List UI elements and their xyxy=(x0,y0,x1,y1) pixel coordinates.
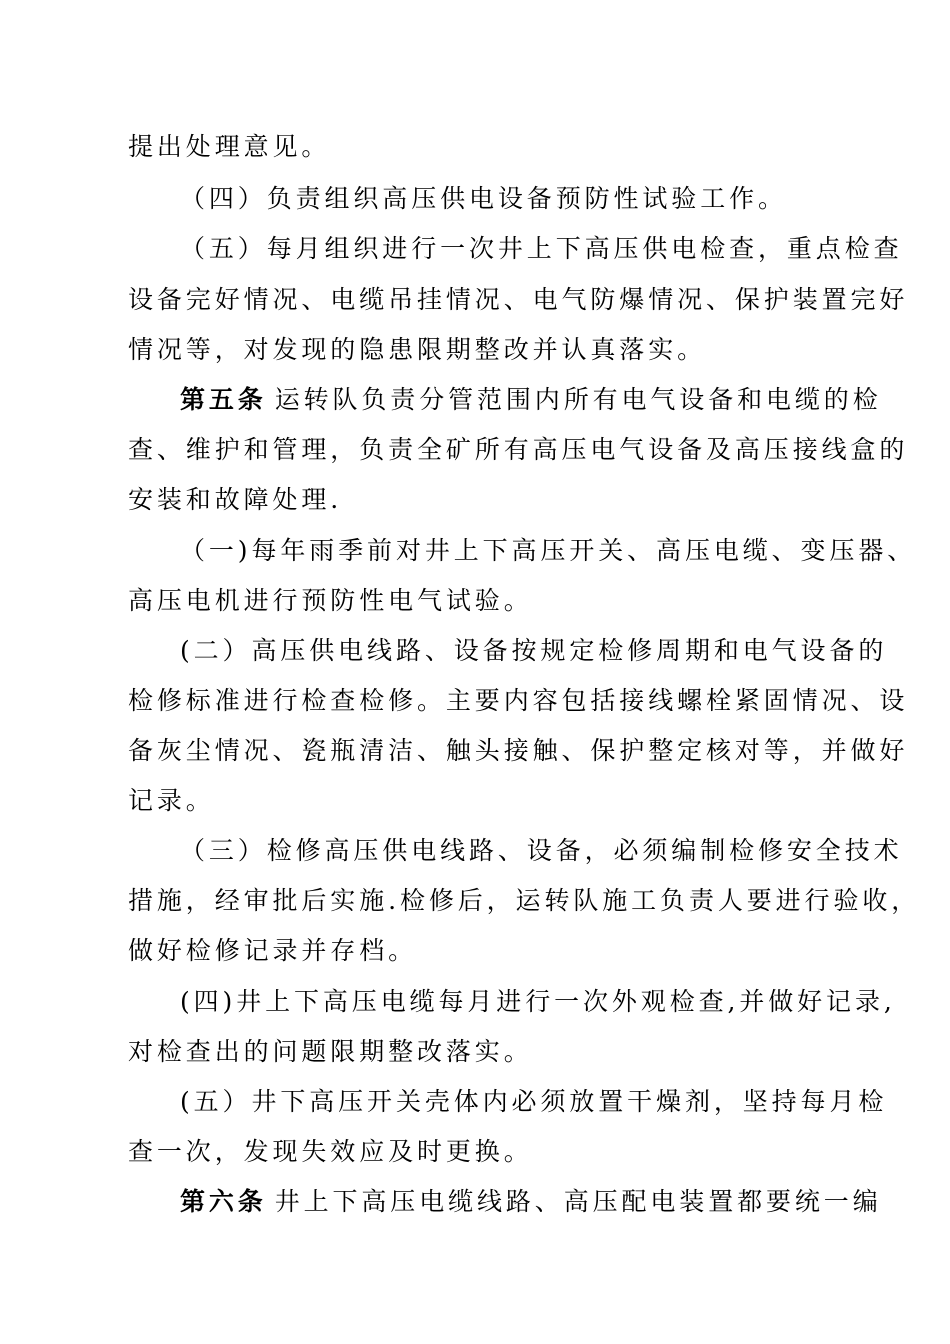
text-line-10: 高压电机进行预防性电气试验。 xyxy=(128,586,533,615)
text-line-3: （五）每月组织进行一次井上下高压供电检查，重点检查 xyxy=(180,234,903,263)
text-line-13: 备灰尘情况、瓷瓶清洁、触头接触、保护整定核对等，并做好 xyxy=(128,736,909,765)
text-line-7: 查、维护和管理，负责全矿所有高压电气设备及高压接线盒的 xyxy=(128,435,909,464)
article-text: 井上下高压电缆线路、高压配电装置都要统一编 xyxy=(274,1187,882,1216)
text-line-19: 对检查出的问题限期整改落实。 xyxy=(128,1037,533,1066)
article-text: 运转队负责分管范围内所有电气设备和电缆的检 xyxy=(274,385,882,414)
text-line-15: （三）检修高压供电线路、设备，必须编制检修安全技术 xyxy=(180,836,903,865)
article-5-first-line xyxy=(180,383,882,417)
text-line-16: 措施，经审批后实施.检修后，运转队施工负责人要进行验收， xyxy=(128,886,921,915)
article-heading: 第六条 xyxy=(180,1187,267,1216)
text-line-9: （一)每年雨季前对井上下高压开关、高压电缆、变压器、 xyxy=(180,536,917,565)
article-heading: 第五条 xyxy=(180,385,267,414)
article-6-first-line xyxy=(180,1185,882,1219)
text-line-8: 安装和故障处理. xyxy=(128,485,343,514)
text-line-2: （四）负责组织高压供电设备预防性试验工作。 xyxy=(180,184,787,213)
text-line-21: 查一次，发现失效应及时更换。 xyxy=(128,1137,533,1166)
text-line-12: 检修标准进行检查检修。主要内容包括接线螺栓紧固情况、设 xyxy=(128,686,909,715)
text-line-17: 做好检修记录并存档。 xyxy=(128,936,418,965)
text-line-14: 记录。 xyxy=(128,786,215,815)
text-line-5: 情况等，对发现的隐患限期整改并认真落实。 xyxy=(128,335,707,364)
text-line-20: (五）井下高压开关壳体内必须放置干燥剂，坚持每月检 xyxy=(180,1087,888,1116)
text-line-1: 提出处理意见。 xyxy=(128,132,331,161)
text-line-11: (二）高压供电线路、设备按规定检修周期和电气设备的 xyxy=(180,636,888,665)
text-line-18: (四)井上下高压电缆每月进行一次外观检查,并做好记录, xyxy=(180,987,896,1016)
text-line-4: 设备完好情况、电缆吊挂情况、电气防爆情况、保护装置完好 xyxy=(128,285,909,314)
